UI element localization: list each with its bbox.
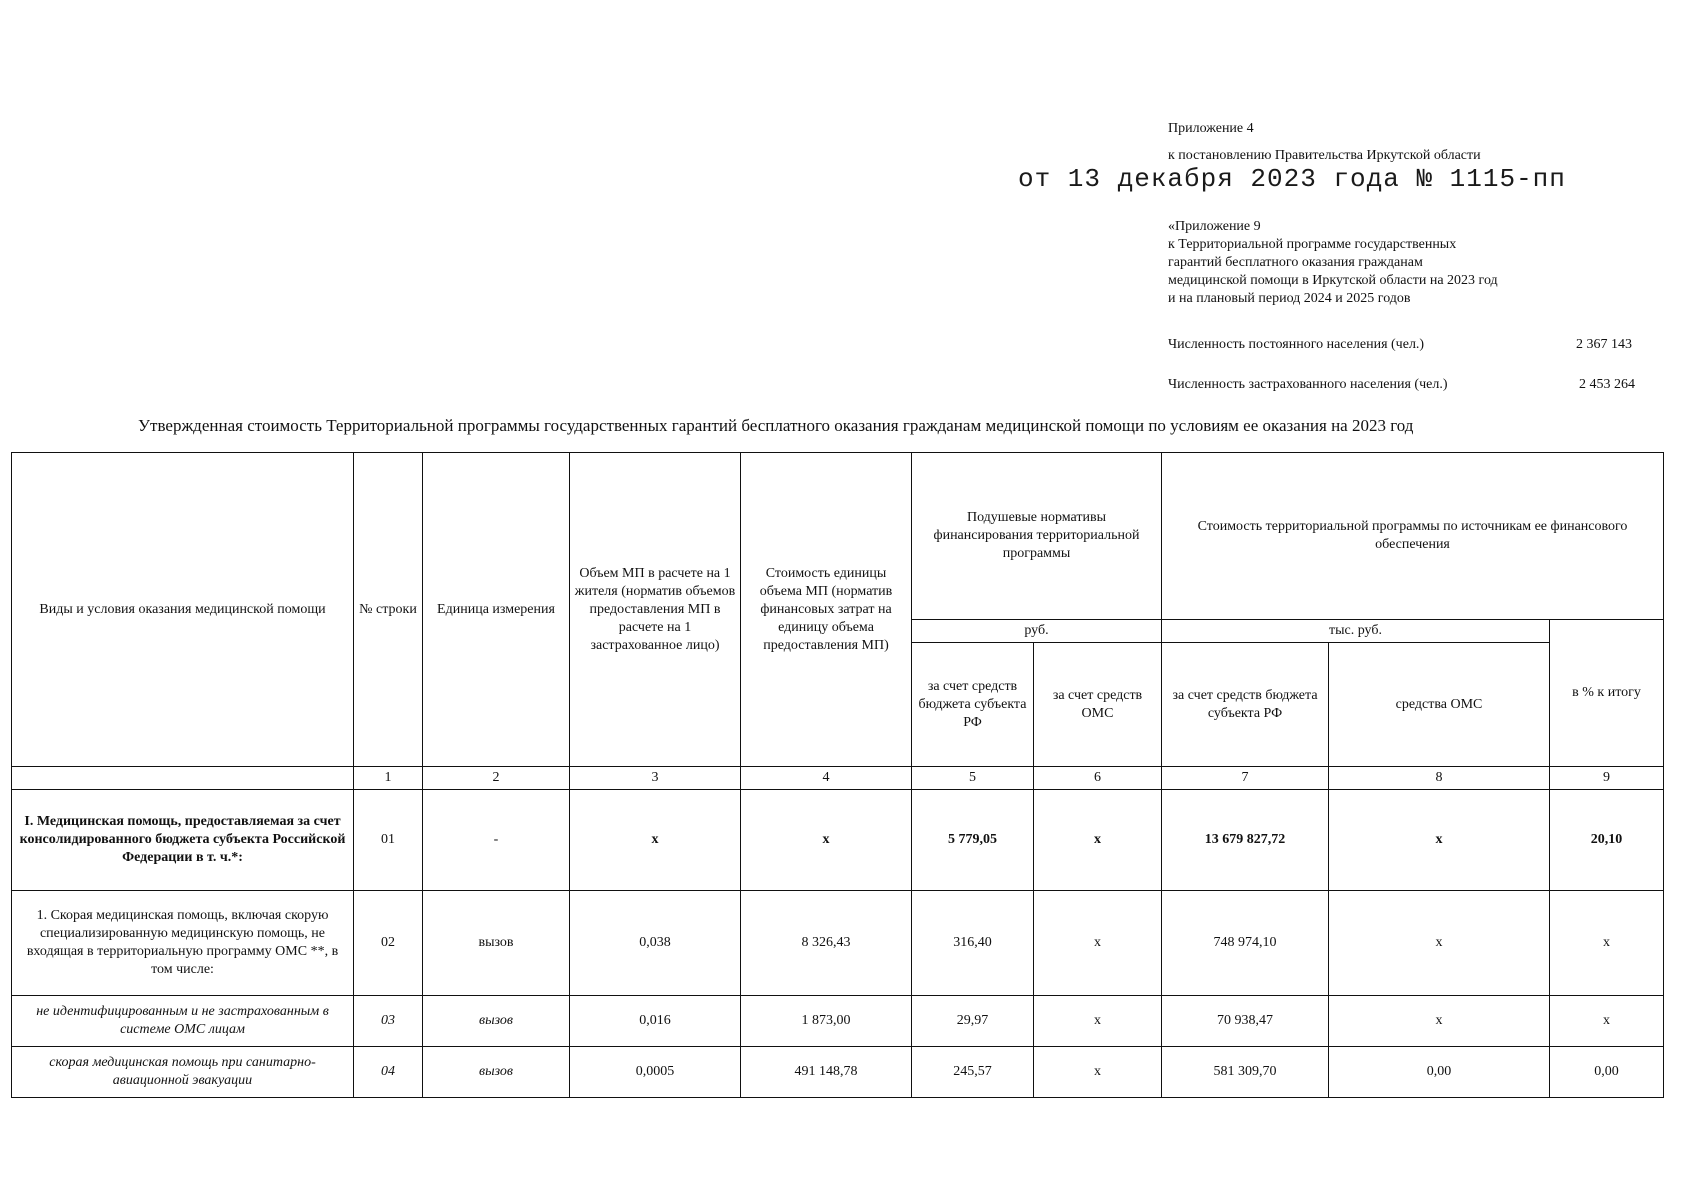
row-volume: 0,0005 — [570, 1047, 741, 1098]
row-unit: вызов — [423, 1047, 570, 1098]
row-oms-pc: х — [1034, 790, 1162, 891]
header-volume: Объем МП в расчете на 1 жителя (норматив объемов предоставления МП в расчете на 1 застрахованное лицо) — [570, 453, 741, 767]
row-unit: вызов — [423, 891, 570, 996]
insured-value: 2 453 264 — [1579, 377, 1635, 392]
header-budget-pc: за счет средств бюджета субъекта РФ — [912, 643, 1034, 767]
row-oms-pc: х — [1034, 1047, 1162, 1098]
row-oms-cost: х — [1329, 996, 1550, 1047]
column-number: 6 — [1034, 767, 1162, 790]
header-per-capita: Подушевые нормативы финансирования территориальной программы — [912, 453, 1162, 620]
header-kinds: Виды и условия оказания медицинской помощи — [12, 453, 354, 767]
row-volume: х — [570, 790, 741, 891]
header-oms-cost: средства ОМС — [1329, 643, 1550, 767]
prior-appendix-line: гарантий бесплатного оказания гражданам — [1168, 255, 1423, 270]
row-unit-cost: 1 873,00 — [741, 996, 912, 1047]
row-name: не идентифицированным и не застрахованным в системе ОМС лицам — [12, 996, 354, 1047]
row-budget-pc: 5 779,05 — [912, 790, 1034, 891]
row-unit: вызов — [423, 996, 570, 1047]
resolution-reference: к постановлению Правительства Иркутской области — [1168, 148, 1481, 163]
table-row — [12, 1047, 1664, 1098]
header-row-no: № строки — [354, 453, 423, 767]
prior-appendix-line: к Территориальной программе государственных — [1168, 237, 1457, 252]
row-volume: 0,038 — [570, 891, 741, 996]
header-budget-cost: за счет средств бюджета субъекта РФ — [1162, 643, 1329, 767]
table-row — [12, 996, 1664, 1047]
row-oms-cost: 0,00 — [1329, 1047, 1550, 1098]
appendix-label: Приложение 4 — [1168, 121, 1254, 136]
header-unit: Единица измерения — [423, 453, 570, 767]
row-name: I. Медицинская помощь, предоставляемая за счет консолидированного бюджета субъекта Российской Федерации в т. ч.*: — [12, 790, 354, 891]
table-row — [12, 891, 1664, 996]
row-number: 03 — [354, 996, 423, 1047]
row-budget-pc: 245,57 — [912, 1047, 1034, 1098]
cost-table — [11, 452, 1664, 1098]
prior-appendix-line: «Приложение 9 — [1168, 219, 1261, 234]
column-number: 1 — [354, 767, 423, 790]
header-program-cost: Стоимость территориальной программы по источникам ее финансового обеспечения — [1162, 453, 1664, 620]
column-number: 4 — [741, 767, 912, 790]
row-number: 04 — [354, 1047, 423, 1098]
row-oms-pc: х — [1034, 891, 1162, 996]
row-percent: 0,00 — [1550, 1047, 1664, 1098]
row-percent: х — [1550, 996, 1664, 1047]
row-budget-pc: 316,40 — [912, 891, 1034, 996]
header-unit-cost: Стоимость единицы объема МП (норматив финансовых затрат на единицу объема предоставления МП) — [741, 453, 912, 767]
document-title: Утвержденная стоимость Территориальной программы государственных гарантий бесплатного оказания гражданам медицинской помощи по условиям ее оказания на 2023 год — [138, 416, 1414, 435]
row-budget-cost: 13 679 827,72 — [1162, 790, 1329, 891]
header-percent: в % к итогу — [1550, 620, 1664, 767]
column-number: 3 — [570, 767, 741, 790]
column-number: 2 — [423, 767, 570, 790]
insured-label: Численность застрахованного населения (чел.) — [1168, 377, 1448, 392]
header-oms-pc: за счет средств ОМС — [1034, 643, 1162, 767]
population-label: Численность постоянного населения (чел.) — [1168, 337, 1425, 352]
row-unit: - — [423, 790, 570, 891]
prior-appendix-line: медицинской помощи в Иркутской области на 2023 год — [1168, 273, 1498, 288]
population-value: 2 367 143 — [1576, 337, 1632, 352]
row-budget-cost: 748 974,10 — [1162, 891, 1329, 996]
column-number-blank — [12, 767, 354, 790]
header-rub: руб. — [912, 620, 1162, 643]
row-percent: 20,10 — [1550, 790, 1664, 891]
header-thousand-rub: тыс. руб. — [1162, 620, 1550, 643]
row-name: 1. Скорая медицинская помощь, включая скорую специализированную медицинскую помощь, не входящая в территориальную программу ОМС **, в том числе: — [12, 891, 354, 996]
row-volume: 0,016 — [570, 996, 741, 1047]
column-number-row — [12, 767, 1664, 790]
prior-appendix-line: и на плановый период 2024 и 2025 годов — [1168, 291, 1411, 306]
row-oms-cost: х — [1329, 891, 1550, 996]
column-number: 7 — [1162, 767, 1329, 790]
date-number-stamp: от 13 декабря 2023 года № 1115-пп — [1018, 164, 1566, 194]
column-number: 9 — [1550, 767, 1664, 790]
row-budget-pc: 29,97 — [912, 996, 1034, 1047]
column-number: 8 — [1329, 767, 1550, 790]
row-unit-cost: х — [741, 790, 912, 891]
row-number: 02 — [354, 891, 423, 996]
row-budget-cost: 581 309,70 — [1162, 1047, 1329, 1098]
row-unit-cost: 8 326,43 — [741, 891, 912, 996]
row-oms-pc: х — [1034, 996, 1162, 1047]
table-row — [12, 790, 1664, 891]
row-unit-cost: 491 148,78 — [741, 1047, 912, 1098]
column-number: 5 — [912, 767, 1034, 790]
row-oms-cost: х — [1329, 790, 1550, 891]
row-percent: х — [1550, 891, 1664, 996]
prior-appendix-block — [1168, 218, 1498, 308]
row-number: 01 — [354, 790, 423, 891]
row-budget-cost: 70 938,47 — [1162, 996, 1329, 1047]
row-name: скорая медицинская помощь при санитарно-авиационной эвакуации — [12, 1047, 354, 1098]
